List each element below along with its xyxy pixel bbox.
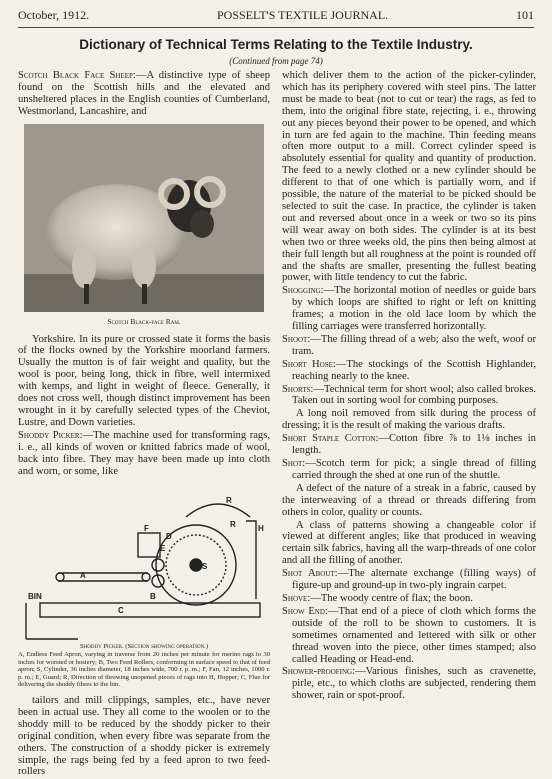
label-h: H	[258, 524, 264, 534]
entry-term: Shoot	[282, 333, 308, 345]
entry-text: :—Technical term for short wool; also called brokes. Taken out in sorting wool for combing purposes.	[292, 383, 536, 407]
figure-caption	[18, 643, 270, 689]
label-b: B	[150, 592, 156, 602]
entry-continuation: tailors and mill clippings, samples, etc., have never been in actual use. They all come to the woolen or to the shoddy mill to be reduced by the shoddy picker to their original condition, when every fibre was separate from the others. The construction of a shoddy picker is extremely simple, the rags being fed by a feed apron to two feed-rollers	[18, 694, 270, 778]
label-e: E	[160, 544, 166, 554]
entry-term: Shoddy Picker	[18, 429, 80, 441]
label-a: A	[80, 571, 86, 581]
entry-text: :—The horizontal motion of needles or guide bars by which loops are shifted to right or left on knitting frames; a motion in the old lace loom by which the filling carriages were transferred horizontally.	[292, 285, 536, 333]
entry-shot	[282, 458, 536, 482]
entry-shot-about	[282, 568, 536, 592]
hopper-wall	[246, 521, 256, 599]
entry-term: Shogging	[282, 285, 321, 297]
entry-continuation: Yorkshire. In its pure or crossed state it forms the basis of the flocks owned by the Yorkshire moorland farmers. Usually the mutton is of fair weight and quality, but the wool is poor, being long, thick in fibre, well intermixed with kemps, and light in weight of fleece. Generally, it does not cross well, though distinct improvement has been wrought in it by carefully selected types of the Cheviot, Lustre, and Down varieties.	[18, 333, 270, 428]
fan-housing	[138, 533, 160, 557]
figure-caption-heading: Shoddy Picker. (Section showing operation.)	[79, 643, 209, 651]
header-journal: POSSELT'S TEXTILE JOURNAL.	[216, 8, 389, 22]
entry-term: Show End	[282, 605, 325, 617]
label-r-side: R	[230, 520, 236, 530]
entry-short-staple-cotton	[282, 433, 536, 457]
entry-text: :—A distinctive type of sheep found on the Scottish hills and the elevated and unsheltered places in the English counties of Cumberland, Westmorland, Lancashire, and	[18, 70, 271, 117]
entry-short-hose	[282, 359, 536, 383]
flue-outline	[40, 603, 260, 617]
entry-term: Short Hose	[282, 358, 333, 370]
feed-roller-top	[152, 559, 164, 571]
entry-term: Short Staple Cotton	[282, 433, 376, 445]
label-r-top: R	[226, 496, 232, 506]
entry-text: :—Cotton fibre ⅞ to 1⅛ inches in length.	[292, 433, 536, 457]
entry-scotch-black-face-sheep	[18, 70, 270, 118]
label-c: C	[118, 606, 124, 616]
header-page-number: 101	[515, 8, 534, 22]
entry-continuation: which deliver them to the action of the picker-cylinder, which has its periphery covered with steel pins. The latter must be made to beat (not to cut or tear) the rags, as fed to them, into the original fibre state, rejecting, i. e., throwing out any pieces beyond their power to be opened, and which in turn are fed again to the machine. Thin feeding means often more output to a mill. Correct cylinder speed is absolutely essential for quality and quantity of production. The feed to a newly clothed or a new cylinder should be different to that of one which is partially worn, and if possible, the nature of the material to be picked should be selected to suit the case. In practice, the cylinder is taken out and reversed about once in a week or two so its pins will wear away on both sides. The cylinder is at its best when two or three weeks old, the pins then being almost at their full length but all roughness at the point is rounded off and the shafts are smaller, presenting the fullest beating power, with little tendency to cut the fabric.	[282, 70, 536, 284]
cylinder-shaft	[190, 559, 202, 571]
label-bin: BIN	[28, 592, 42, 602]
ram-photograph	[24, 124, 264, 312]
entry-term: Scotch Black Face Sheep	[18, 70, 133, 81]
entry-term: Shower-proofing	[282, 666, 353, 678]
entry-shoddy-picker	[18, 430, 270, 478]
apron-roller-right	[142, 573, 150, 581]
left-column	[18, 70, 270, 779]
entry-text: :—The alternate exchange (filling ways) of figure-up and ground-up in two-ply ingrain carpet.	[292, 568, 536, 592]
photo-caption: Scotch Black-face Ram.	[107, 316, 181, 326]
entry-shoot	[282, 334, 536, 358]
label-s: S	[202, 562, 208, 572]
entry-text: :—The filling thread of a web; also the weft, woof or tram.	[292, 333, 536, 357]
entry-text: :—The woody centre of flax; the boon.	[307, 592, 473, 604]
entry-show-end	[282, 606, 536, 666]
header-date: October, 1912.	[18, 8, 90, 22]
entry-term: Shot About	[282, 568, 335, 580]
entry-term: Shorts	[282, 383, 311, 395]
continued-note: (Continued from page 74)	[229, 56, 323, 66]
entry-shower-proofing	[282, 666, 536, 702]
apron-roller-left	[56, 573, 64, 581]
entry-shogging	[282, 285, 536, 333]
entry-text: :—That end of a piece of cloth which forms the outside of the roll to be shown to customers. It is sometimes ornamented and lettered with silk or other thread woven into the piece, other times stamped; also called Heading or Head-end.	[292, 605, 536, 665]
entry-subparagraph: A long noil removed from silk during the process of dressing; it is the result of making the various drafts.	[282, 408, 536, 432]
entry-shorts	[282, 384, 536, 408]
label-d: D	[166, 532, 172, 542]
entry-text: :—Scotch term for pick; a single thread of filling carried through the shed at one run of the shuttle.	[292, 458, 536, 481]
shoddy-picker-diagram	[18, 481, 270, 641]
header-rule	[18, 27, 534, 28]
return-path	[186, 504, 250, 517]
entry-subparagraph: A defect of the nature of a streak in a fabric, caused by the interweaving of a thread or threads differing from others in color, quality or counts.	[282, 482, 536, 518]
entry-shove	[282, 593, 536, 605]
figure-caption-text: A, Endless Feed Apron, varying in traverse from 20 inches per minute for merino rags to 30 inches for worsted or hosiery; B, Two Feed Rollers, conforming in surface speed to that of feed apron; S, Cylinder, 36 inches diameter, 18 inches wide, 700 r. p. m.; F, Fan, 12 inches, 1000 r. p. m.; E, Guard; R, Direction of throwing unopened pieces of rags into H, Hopper; C, Flue for delivering the shoddy fibres to the bin.	[18, 651, 270, 689]
entry-text: :—The stockings of the Scottish Highlander, reaching nearly to the knee.	[292, 358, 536, 382]
entry-term: Shot	[282, 458, 303, 469]
page-header	[18, 8, 534, 24]
entry-text: :—The machine used for transforming rags, i. e., all kinds of woven or knitted fabrics made of wool, back into fibre. They may have been made up into cloth and worn, or some, like	[18, 429, 270, 477]
label-f: F	[144, 524, 149, 534]
right-column	[282, 70, 536, 703]
article-title: Dictionary of Technical Terms Relating to the Textile Industry.	[79, 37, 473, 52]
entry-text: :—Various finishes, such as cravenette, pirle, etc., to which cloths are subjected, rendering them shower, rain or spot-proof.	[292, 666, 536, 702]
entry-term: Shove	[282, 592, 308, 604]
entry-subparagraph: A class of patterns showing a changeable color if viewed at different angles; like that produced in weaving certain silk fabrics, having all the warp-threads of one color and all the filling of another.	[282, 519, 536, 567]
